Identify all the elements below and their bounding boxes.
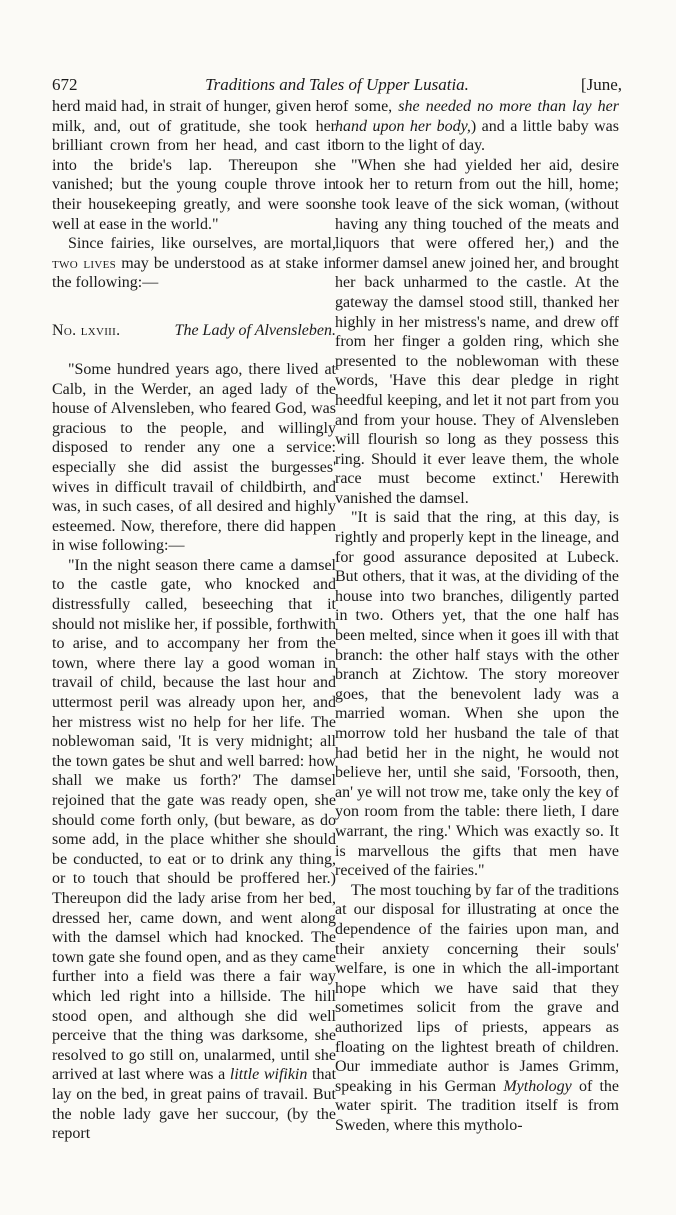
section-title: The Lady of Alvensleben.: [174, 321, 336, 339]
header-date: [June,: [580, 75, 622, 94]
left-column: [52, 97, 336, 1144]
italic-run: little wifikin: [229, 1066, 308, 1084]
running-title: Traditions and Tales of Upper Lusatia.: [205, 75, 469, 94]
page-header: [52, 75, 622, 97]
italic-run: she needed no more than lay her hand upon her body,: [335, 98, 620, 135]
paragraph: herd maid had, in strait of hunger, given her milk, and, out of gratitude, she took her brilliant crown from her head, and cast it into the bride's lap. Thereupon she vanished; but the young couple throve in their housekeeping greatly, and were soon well at ease in the world.": [52, 98, 336, 233]
text-run: "In the night season there came a damsel to the castle gate, who knocked and distressfully called, beseeching that it should not mislike her, if possible, forthwith to arise, and to accompany her from the town, where there lay a good woman in travail of child, because the last hour and uttermost peril was already upon her, and her mistress wist no help for her life. The noblewoman said, 'It is very midnight; all the town gates be shut and well barred: how shall we make us forth?' The damsel rejoined that the gate was ready open, she should come forth only, (but beware, as do some add, in the place whither she should be conducted, to eat or to drink any thing, or to touch that should be proffered her.) Thereupon did the lady arise from her bed, dressed her, came down, and went along with the damsel which had knocked. The town gate she found open, and as they came further into a field was there a fair way which led right into a hillside. The hill stood open, and although she did well perceive that the thing was darksome, she resolved to go still on, unalarmed, until she arrived at last where was a: [52, 556, 336, 1084]
text-run: may be understood as at stake in the following:—: [52, 254, 336, 292]
paragraph: [335, 881, 619, 1136]
page-number: 672: [52, 75, 78, 94]
text-run: of some,: [335, 98, 393, 115]
small-caps-run: two lives: [52, 254, 117, 272]
text-run: that lay on the bed, in great pains of travail. But the noble lady gave her succour, (by the report: [52, 1066, 337, 1143]
text-run: Since fairies, like ourselves, are mortal,: [68, 235, 336, 253]
text-run: The most touching by far of the traditions at our disposal for illustrating at once the dependence of the fairies upon man, and their anxiety concerning their souls' welfare, is one in which the all-important hope which we have said that they sometimes solicit from the grave and authorized lips of priests, appears as floating on the lightest breath of children. Our immediate author is James Grimm, speaking in his German: [335, 881, 619, 1095]
italic-run: Mythology: [503, 1077, 572, 1095]
section-number: No. lxviii.: [52, 321, 121, 339]
right-column: [335, 97, 619, 1135]
section-heading: [52, 321, 336, 340]
paragraph: [335, 97, 619, 156]
paragraph: "When she had yielded her aid, desire took her to return from out the hill, home; she took leave of the sick woman, (without having any thing touched of the meats and liquors that were offered her,) and the former damsel anew joined her, and brought her back unharmed to the castle. At the gateway the damsel stood still, thanked her highly in her mistress's name, and drew off from her finger a golden ring, which she presented to the noblewoman with these words, 'Have this dear pledge in right heedful keeping, and let it not part from you and from your house. They of Alvensleben will flourish so long as they possess this ring. Should it ever leave them, the whole race must become extinct.' Herewith vanished the damsel.: [335, 156, 619, 507]
text-run: of the water spirit. The tradition itself is from Sweden, where this mytholo-: [335, 1077, 620, 1134]
paragraph: "Some hundred years ago, there lived at Calb, in the Werder, an aged lady of the house of Alvensleben, who feared God, was gracious to the people, and willingly disposed to render any one a service: especially she did assist the burgesses' wives in difficult travail of childbirth, and was, in such cases, of all desired and highly esteemed. Now, therefore, there did happen in wise following:—: [52, 360, 336, 555]
paragraph: [52, 556, 336, 1144]
text-run: ) and a little baby was born to the light of day.: [335, 117, 620, 155]
paragraph: [52, 234, 336, 293]
paragraph: "It is said that the ring, at this day, is rightly and properly kept in the lineage, and for good assurance deposited at Lubeck. But others, that it was, at the dividing of the house into two branches, diligently parted in two. Others yet, that the one half has been melted, since when it goes ill with that branch: the other half stays with the other branch at Zichtow. The story moreover goes, that the benevolent lady was a married woman. When she upon the morrow told her husband the tale of that had betid her in the night, he would not believe her, until she said, 'Forsooth, then, an' ye will not trow me, take only the key of yon room from the table: there lieth, I dare warrant, the ring.' Which was exactly so. It is marvellous the gifts that men have received of the fairies.": [335, 509, 619, 880]
